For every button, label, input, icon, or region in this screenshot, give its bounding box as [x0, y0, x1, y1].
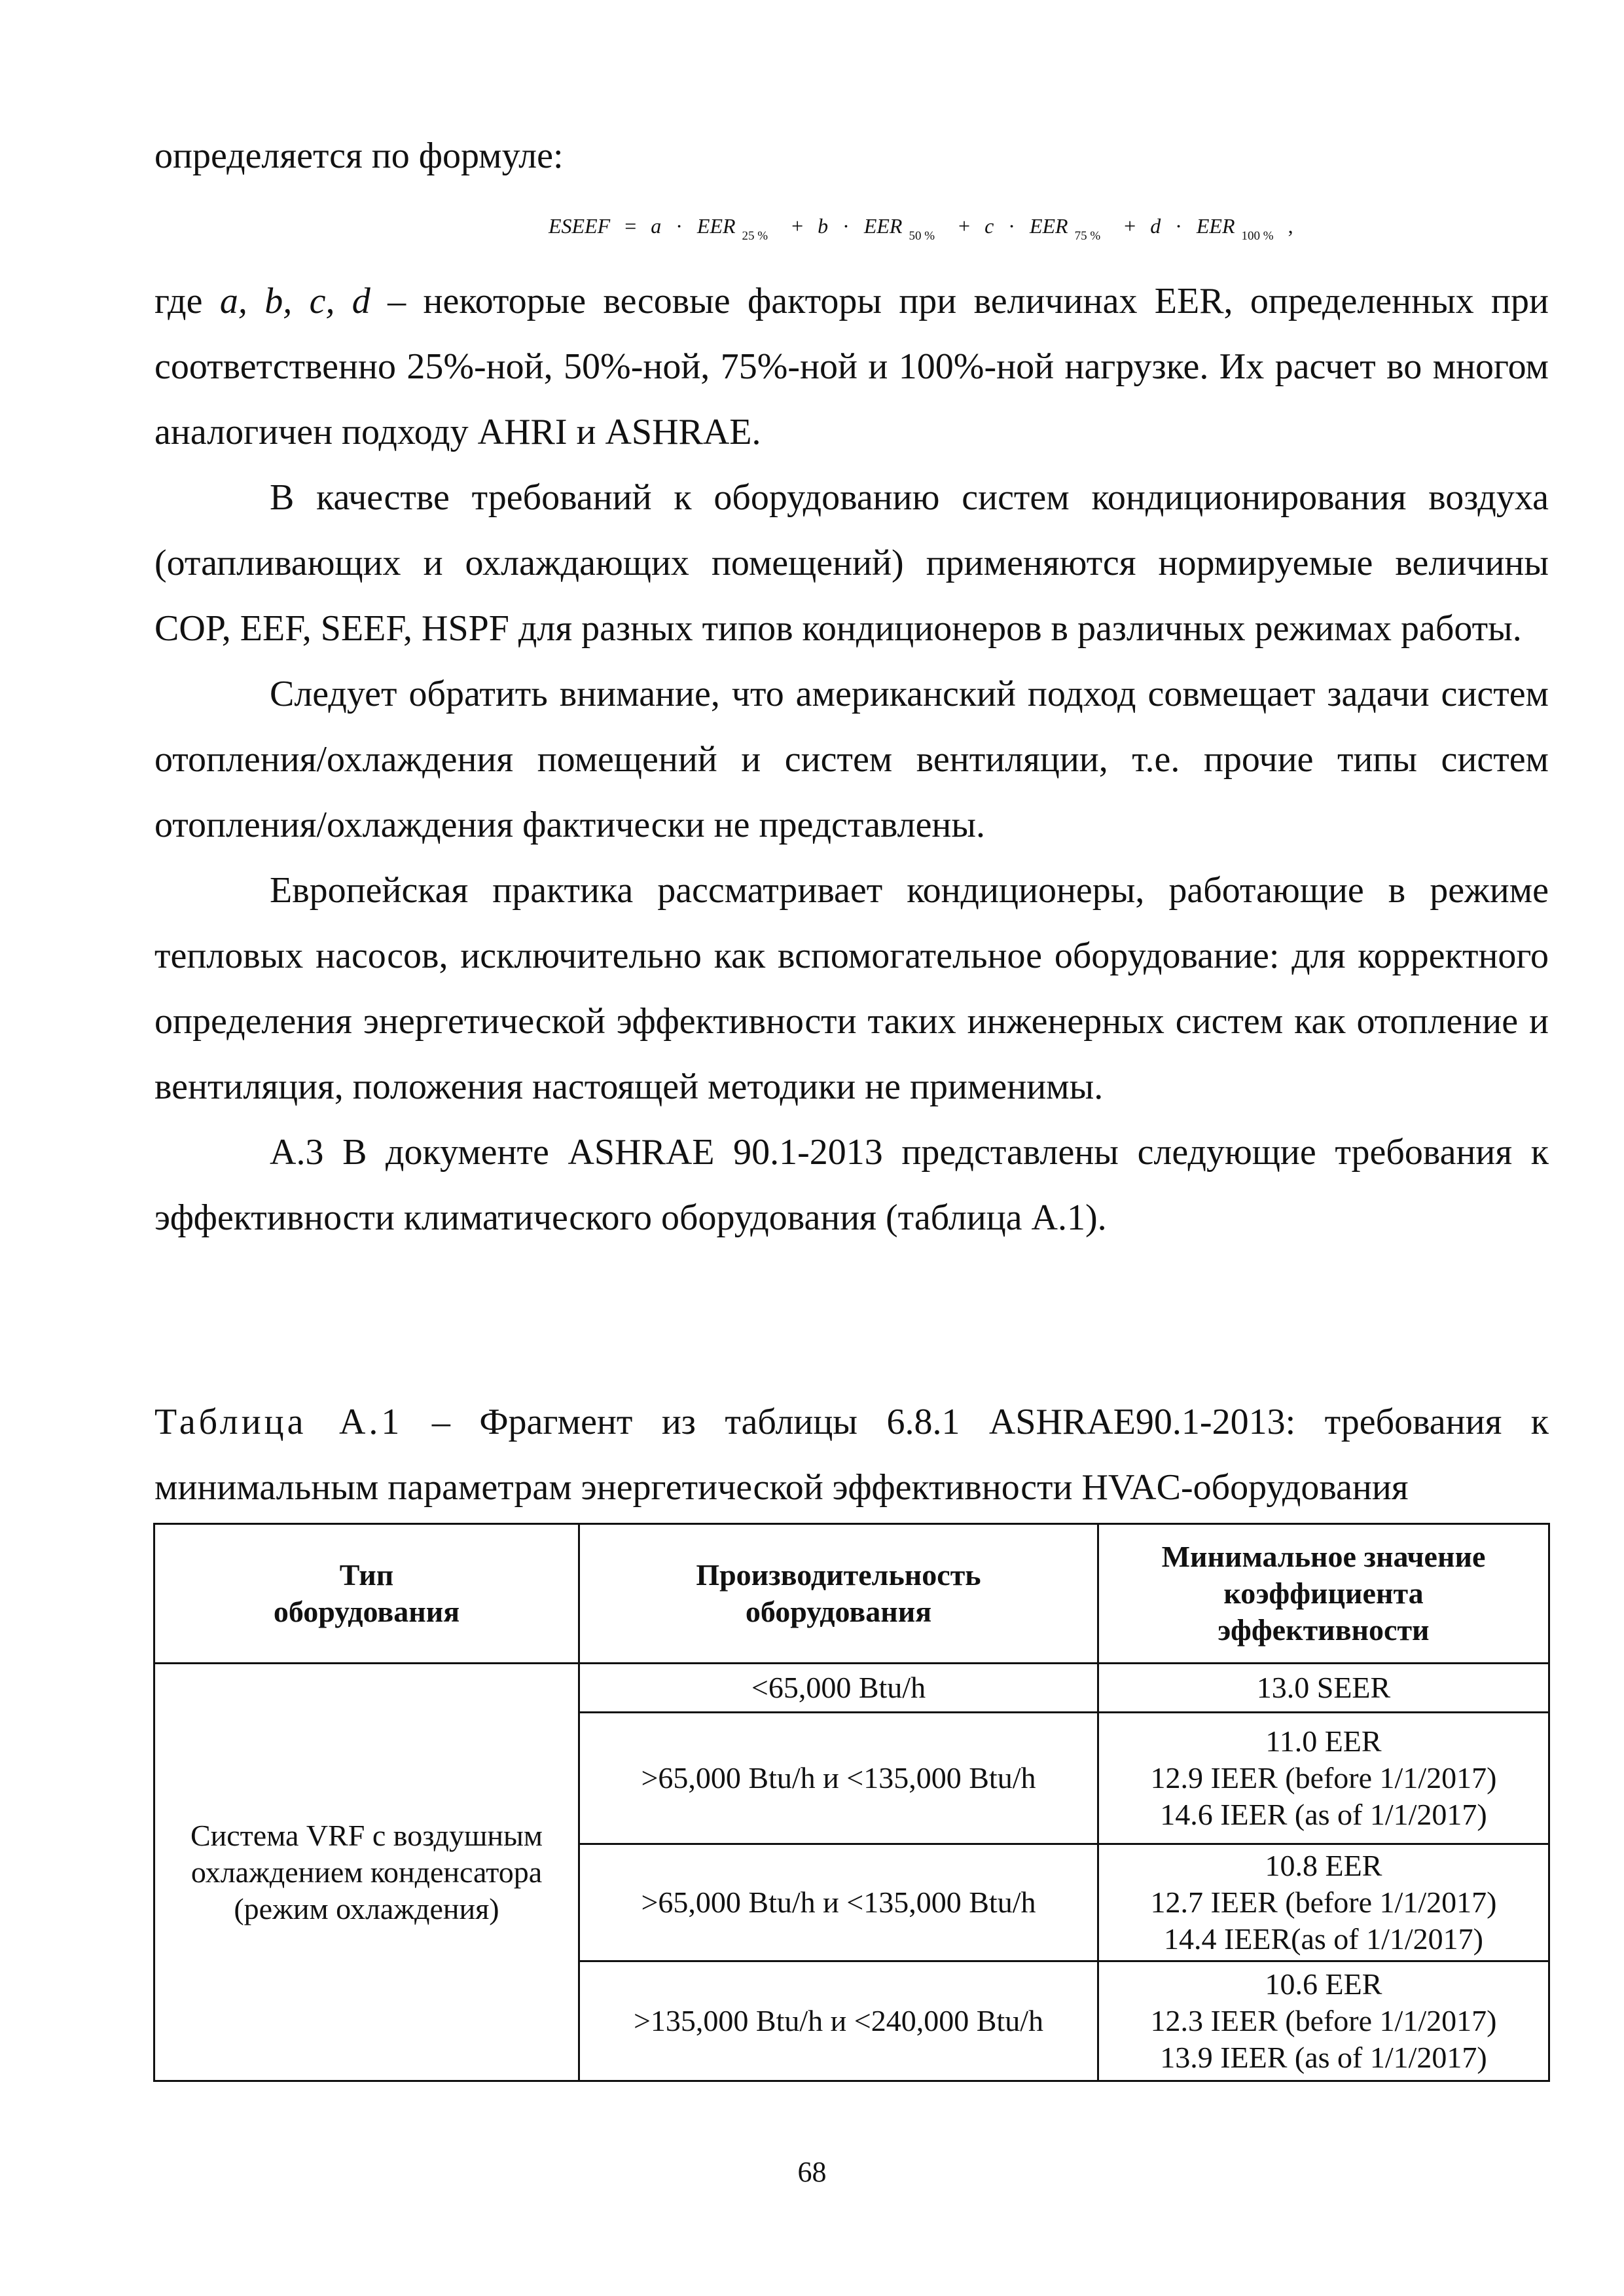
cell-capacity: >135,000 Btu/h и <240,000 Btu/h	[579, 1961, 1098, 2081]
formula-plus: +	[958, 214, 971, 238]
table-caption: Таблица А.1 – Фрагмент из таблицы 6.8.1 ASHRAE90.1-2013: требования к минимальным параметрам энергетической эффективности HVAC-оборудования	[154, 1402, 1549, 1508]
paragraph-weights: где a, b, c, d – некоторые весовые факторы при величинах EER, определенных при соответственно 25%-ной, 50%-ной, 75%-ной и 100%-ной нагрузке. Их расчет во многом аналогичен подходу AHRI и ASHRAE.	[154, 281, 1549, 452]
table-row	[154, 1664, 1549, 1713]
page-number: 68	[797, 2156, 827, 2188]
paragraph-american-approach: Следует обратить внимание, что американский подход совмещает задачи систем отопления/охлаждения помещений и систем вентиляции, т.е. прочие типы систем отопления/охлаждения фактически не представлены.	[154, 674, 1549, 845]
formula-term-c: c · EER $_{75 \%}$	[984, 214, 1101, 243]
header-equipment-type: Тип оборудования	[154, 1524, 579, 1664]
formula-lhs: ESEEF	[549, 214, 611, 238]
paragraph-ashrae: А.3 В документе ASHRAE 90.1-2013 представлены следующие требования к эффективности климатического оборудования (таблица А.1).	[154, 1132, 1549, 1238]
formula-equals: =	[624, 214, 637, 238]
eseef-formula	[549, 210, 1301, 253]
intro-line: определяется по формуле:	[154, 136, 564, 176]
body-text	[154, 268, 1549, 1250]
cell-efficiency: 10.6 EER 12.3 IEER (before 1/1/2017) 13.9 IEER (as of 1/1/2017)	[1098, 1961, 1549, 2081]
formula-comma: ,	[1288, 214, 1293, 238]
cell-efficiency: 10.8 EER 12.7 IEER (before 1/1/2017) 14.4 IEER(as of 1/1/2017)	[1098, 1844, 1549, 1961]
table-header-row	[154, 1524, 1549, 1664]
cell-equipment-type: Система VRF с воздушным охлаждением конденсатора (режим охлаждения)	[154, 1664, 579, 2081]
formula-term-d: d · EER $_{100 \%}$	[1150, 214, 1274, 243]
paragraph-requirements: В качестве требований к оборудованию систем кондиционирования воздуха (отапливающих и охлаждающих помещений) применяются нормируемые величины COP, EEF, SEEF, HSPF для разных типов кондиционеров в различных режимах работы.	[154, 477, 1549, 649]
formula-plus: +	[1124, 214, 1136, 238]
cell-efficiency: 11.0 EER 12.9 IEER (before 1/1/2017) 14.6 IEER (as of 1/1/2017)	[1098, 1713, 1549, 1844]
formula-term-a: a · EER $_{25 \%}$	[651, 214, 768, 243]
cell-capacity: >65,000 Btu/h и <135,000 Btu/h	[579, 1713, 1098, 1844]
header-min-efficiency: Минимальное значение коэффициента эффективности	[1098, 1524, 1549, 1664]
paragraph-european-practice: Европейская практика рассматривает кондиционеры, работающие в режиме тепловых насосов, исключительно как вспомогательное оборудование: для корректного определения энергетической эффективности таких инженерных систем как отопление и вентиляция, положения настоящей методики не применимы.	[154, 870, 1549, 1107]
formula-term-b: b · EER $_{50 \%}$	[818, 214, 935, 243]
hvac-efficiency-table	[153, 1523, 1550, 2082]
cell-capacity: <65,000 Btu/h	[579, 1664, 1098, 1713]
cell-efficiency: 13.0 SEER	[1098, 1664, 1549, 1713]
formula-plus: +	[791, 214, 804, 238]
header-capacity: Производительность оборудования	[579, 1524, 1098, 1664]
cell-capacity: >65,000 Btu/h и <135,000 Btu/h	[579, 1844, 1098, 1961]
